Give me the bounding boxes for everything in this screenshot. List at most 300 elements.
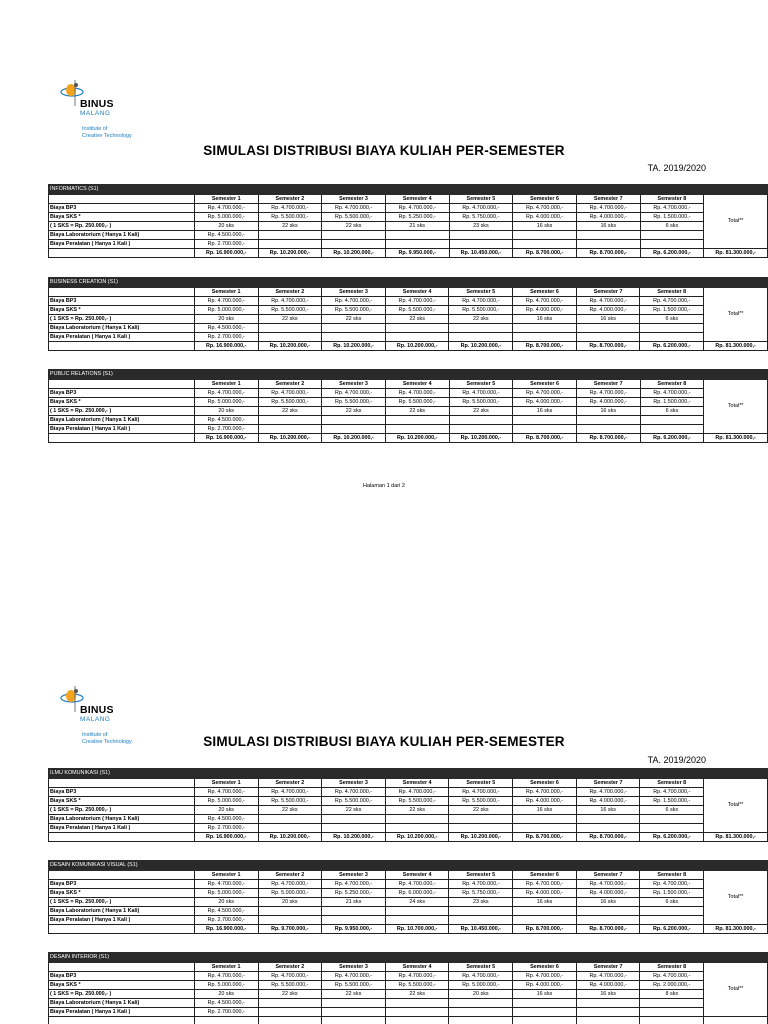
sks-value: Rp. 1.500.000,-: [640, 797, 704, 806]
bp3-value: Rp. 4.700.000,-: [513, 972, 577, 981]
semester-header: Semester 4: [385, 288, 449, 297]
program-name: PUBLIC RELATIONS (S1): [49, 370, 768, 380]
credit-count: 22 sks: [449, 315, 513, 324]
empty-cell: [449, 907, 513, 916]
bp3-value: Rp. 4.700.000,-: [258, 204, 322, 213]
empty-cell: [258, 324, 322, 333]
empty-cell: [385, 1008, 449, 1017]
bp3-value: Rp. 4.700.000,-: [449, 972, 513, 981]
credit-count: 16 sks: [513, 990, 577, 999]
bp3-value: Rp. 4.700.000,-: [640, 880, 704, 889]
credit-count: 16 sks: [576, 222, 640, 231]
credit-count: 22 sks: [449, 407, 513, 416]
page-title: SIMULASI DISTRIBUSI BIAYA KULIAH PER-SEMESTER: [203, 143, 565, 158]
row-label-sks: Biaya SKS *: [49, 213, 195, 222]
empty-cell: [258, 907, 322, 916]
sks-value: Rp. 5.500.000,-: [322, 398, 386, 407]
credit-count: 6 sks: [640, 315, 704, 324]
empty-cell: [322, 907, 386, 916]
semester-total: Rp. 10.700.000,-: [385, 925, 449, 934]
semester-total: Rp. 10.200.000,-: [449, 342, 513, 351]
semester-total: Rp. 10.200.000,-: [322, 342, 386, 351]
institute-line-1: Institute of: [82, 126, 108, 132]
empty-cell: [385, 324, 449, 333]
row-label-lab: Biaya Laboratorium ( Hanya 1 Kali): [49, 231, 195, 240]
blank-cell: [49, 195, 195, 204]
empty-cell: [258, 999, 322, 1008]
empty-cell: [258, 333, 322, 342]
row-label-equip: Biaya Peralatan ( Hanya 1 Kali ): [49, 240, 195, 249]
bp3-value: Rp. 4.700.000,-: [576, 204, 640, 213]
semester-total: Rp. 8.700.000,-: [576, 434, 640, 443]
empty-cell: [513, 916, 577, 925]
bp3-value: Rp. 4.700.000,-: [576, 297, 640, 306]
bp3-value: Rp. 4.700.000,-: [322, 972, 386, 981]
sks-value: Rp. 5.000.000,-: [258, 889, 322, 898]
bp3-value: Rp. 4.700.000,-: [576, 972, 640, 981]
empty-cell: [258, 824, 322, 833]
semester-total: Rp. 8.700.000,-: [576, 249, 640, 258]
program-name: DESAIN INTERIOR (S1): [49, 953, 768, 963]
bp3-value: Rp. 4.700.000,-: [258, 389, 322, 398]
blank-cell: [49, 288, 195, 297]
credit-count: 23 sks: [449, 222, 513, 231]
empty-cell: [322, 815, 386, 824]
row-label-equip: Biaya Peralatan ( Hanya 1 Kali ): [49, 824, 195, 833]
semester-total: Rp. 8.700.000,-: [513, 833, 577, 842]
credit-count: 20 sks: [194, 315, 258, 324]
lab-value: Rp. 4.500.000,-: [194, 324, 258, 333]
empty-cell: [640, 324, 704, 333]
empty-cell: [258, 416, 322, 425]
bp3-value: Rp. 4.700.000,-: [322, 880, 386, 889]
semester-header: Semester 7: [576, 963, 640, 972]
bp3-value: Rp. 4.700.000,-: [385, 389, 449, 398]
semester-header: Semester 1: [194, 779, 258, 788]
credit-count: 22 sks: [258, 222, 322, 231]
empty-cell: [640, 231, 704, 240]
semester-total: Rp. 8.700.000,-: [576, 925, 640, 934]
sks-value: Rp. 1.500.000,-: [640, 213, 704, 222]
credit-count: 22 sks: [322, 990, 386, 999]
row-label-lab: Biaya Laboratorium ( Hanya 1 Kali): [49, 324, 195, 333]
blank-cell: [49, 871, 195, 880]
equip-value: Rp. 2.700.000,-: [194, 425, 258, 434]
semester-header: Semester 8: [640, 380, 704, 389]
sks-value: Rp. 4.000.000,-: [576, 306, 640, 315]
bp3-value: Rp. 4.700.000,-: [385, 788, 449, 797]
semester-header: Semester 8: [640, 963, 704, 972]
sks-value: Rp. 4.000.000,-: [513, 797, 577, 806]
credit-count: 20 sks: [194, 407, 258, 416]
semester-total: Rp. 8.700.000,-: [576, 342, 640, 351]
semester-total: Rp. 16.900.000,-: [194, 249, 258, 258]
semester-header: Semester 5: [449, 380, 513, 389]
credit-count: 20 sks: [449, 990, 513, 999]
empty-cell: [385, 999, 449, 1008]
institute-line-2: Creative Technology: [82, 738, 132, 745]
empty-cell: [385, 815, 449, 824]
empty-cell: [576, 1008, 640, 1017]
total-header-cell: Total**: [704, 288, 768, 342]
credit-count: 22 sks: [322, 315, 386, 324]
semester-header: Semester 4: [385, 963, 449, 972]
equip-value: Rp. 2.700.000,-: [194, 916, 258, 925]
semester-header: Semester 7: [576, 380, 640, 389]
empty-cell: [385, 907, 449, 916]
row-label-sks: Biaya SKS *: [49, 981, 195, 990]
bp3-value: Rp. 4.700.000,-: [258, 972, 322, 981]
sks-value: Rp. 5.500.000,-: [258, 398, 322, 407]
row-label-sks-rate: ( 1 SKS = Rp. 250.000,- ): [49, 315, 195, 324]
empty-cell: [258, 815, 322, 824]
semester-header: Semester 5: [449, 195, 513, 204]
blank-cell: [49, 380, 195, 389]
total-header-cell: Total**: [704, 779, 768, 833]
credit-count: 16 sks: [576, 898, 640, 907]
sks-value: Rp. 5.500.000,-: [258, 306, 322, 315]
empty-cell: [576, 416, 640, 425]
bp3-value: Rp. 4.700.000,-: [322, 389, 386, 398]
row-label-lab: Biaya Laboratorium ( Hanya 1 Kali): [49, 907, 195, 916]
row-label-bp3: Biaya BP3: [49, 389, 195, 398]
blank-cell: [49, 434, 195, 443]
page-title: SIMULASI DISTRIBUSI BIAYA KULIAH PER-SEMESTER: [203, 734, 565, 749]
blank-cell: [49, 249, 195, 258]
credit-count: 22 sks: [385, 806, 449, 815]
grand-total: Rp. 81.300.000,-: [704, 925, 768, 934]
sks-value: Rp. 4.000.000,-: [513, 306, 577, 315]
bp3-value: Rp. 4.700.000,-: [449, 204, 513, 213]
semester-header: Semester 6: [513, 963, 577, 972]
row-label-bp3: Biaya BP3: [49, 297, 195, 306]
credit-count: 22 sks: [449, 806, 513, 815]
semester-total: Rp. 8.700.000,-: [513, 434, 577, 443]
semester-total: Rp. 6.200.000,-: [640, 434, 704, 443]
equip-value: Rp. 2.700.000,-: [194, 240, 258, 249]
empty-cell: [322, 333, 386, 342]
program-name: DESAIN KOMUNIKASI VISUAL (S1): [49, 861, 768, 871]
total-header-cell: Total**: [704, 963, 768, 1017]
bp3-value: Rp. 4.700.000,-: [194, 880, 258, 889]
semester-total: Rp. 16.900.000,-: [194, 833, 258, 842]
empty-cell: [576, 324, 640, 333]
empty-cell: [640, 240, 704, 249]
empty-cell: [449, 916, 513, 925]
semester-total: [513, 1017, 577, 1024]
empty-cell: [640, 1008, 704, 1017]
sks-value: Rp. 4.000.000,-: [513, 398, 577, 407]
institute-line-1: Institute of: [82, 732, 108, 738]
empty-cell: [258, 1008, 322, 1017]
equip-value: Rp. 2.700.000,-: [194, 333, 258, 342]
sks-value: Rp. 4.000.000,-: [576, 797, 640, 806]
sks-value: Rp. 6.000.000,-: [385, 889, 449, 898]
empty-cell: [640, 333, 704, 342]
semester-header: Semester 3: [322, 195, 386, 204]
sks-value: Rp. 5.250.000,-: [385, 213, 449, 222]
credit-count: 16 sks: [513, 407, 577, 416]
semester-header: Semester 1: [194, 288, 258, 297]
sks-value: Rp. 5.250.000,-: [322, 889, 386, 898]
sks-value: Rp. 5.500.000,-: [385, 981, 449, 990]
empty-cell: [322, 240, 386, 249]
bp3-value: Rp. 4.700.000,-: [385, 297, 449, 306]
empty-cell: [449, 240, 513, 249]
semester-header: Semester 7: [576, 195, 640, 204]
grand-total: Rp. 81.300.000,-: [704, 342, 768, 351]
logo-institute: [82, 126, 162, 139]
logo-brand-name: BINUS: [80, 704, 114, 716]
credit-count: 6 sks: [640, 898, 704, 907]
sks-value: Rp. 1.500.000,-: [640, 306, 704, 315]
sks-value: Rp. 5.500.000,-: [449, 398, 513, 407]
empty-cell: [449, 1008, 513, 1017]
bp3-value: Rp. 4.700.000,-: [258, 297, 322, 306]
credit-count: 20 sks: [194, 898, 258, 907]
bp3-value: Rp. 4.700.000,-: [640, 297, 704, 306]
semester-header: Semester 1: [194, 380, 258, 389]
empty-cell: [385, 240, 449, 249]
sks-value: Rp. 4.000.000,-: [576, 889, 640, 898]
semester-header: Semester 4: [385, 380, 449, 389]
empty-cell: [640, 907, 704, 916]
empty-cell: [385, 416, 449, 425]
empty-cell: [322, 999, 386, 1008]
sks-value: Rp. 4.000.000,-: [513, 889, 577, 898]
credit-count: 20 sks: [194, 990, 258, 999]
credit-count: 22 sks: [322, 222, 386, 231]
credit-count: 22 sks: [385, 315, 449, 324]
fee-table: [48, 184, 768, 258]
empty-cell: [513, 1008, 577, 1017]
bp3-value: Rp. 4.700.000,-: [449, 880, 513, 889]
total-header-cell: Total**: [704, 195, 768, 249]
credit-count: 22 sks: [322, 806, 386, 815]
grand-total: Rp. 81.300.000,-: [704, 249, 768, 258]
sks-value: Rp. 4.000.000,-: [576, 398, 640, 407]
credit-count: 16 sks: [513, 806, 577, 815]
sks-value: Rp. 5.500.000,-: [258, 797, 322, 806]
credit-count: 6 sks: [640, 222, 704, 231]
fee-table: [48, 768, 768, 842]
semester-total: Rp. 6.200.000,-: [640, 925, 704, 934]
semester-total: Rp. 10.450.000,-: [449, 249, 513, 258]
empty-cell: [385, 333, 449, 342]
bp3-value: Rp. 4.700.000,-: [258, 880, 322, 889]
sks-value: Rp. 5.500.000,-: [258, 213, 322, 222]
row-label-equip: Biaya Peralatan ( Hanya 1 Kali ): [49, 425, 195, 434]
empty-cell: [322, 231, 386, 240]
empty-cell: [640, 824, 704, 833]
semester-header: Semester 4: [385, 779, 449, 788]
lab-value: Rp. 4.500.000,-: [194, 815, 258, 824]
semester-header: Semester 2: [258, 963, 322, 972]
bp3-value: Rp. 4.700.000,-: [322, 204, 386, 213]
credit-count: 6 sks: [640, 407, 704, 416]
credit-count: 23 sks: [449, 898, 513, 907]
semester-total: Rp. 10.200.000,-: [385, 833, 449, 842]
bp3-value: Rp. 4.700.000,-: [194, 389, 258, 398]
empty-cell: [385, 231, 449, 240]
credit-count: 16 sks: [513, 315, 577, 324]
sks-value: Rp. 2.000.000,-: [640, 981, 704, 990]
bp3-value: Rp. 4.700.000,-: [640, 389, 704, 398]
empty-cell: [576, 907, 640, 916]
document-page-2: [0, 588, 768, 1024]
semester-header: Semester 5: [449, 963, 513, 972]
grand-total: Rp. 81.300.000,-: [704, 434, 768, 443]
empty-cell: [513, 999, 577, 1008]
credit-count: 22 sks: [322, 407, 386, 416]
bp3-value: Rp. 4.700.000,-: [194, 788, 258, 797]
semester-header: Semester 5: [449, 288, 513, 297]
semester-total: Rp. 9.950.000,-: [385, 249, 449, 258]
empty-cell: [576, 425, 640, 434]
bp3-value: Rp. 4.700.000,-: [194, 972, 258, 981]
semester-total: Rp. 8.700.000,-: [513, 342, 577, 351]
semester-header: Semester 5: [449, 871, 513, 880]
bp3-value: Rp. 4.700.000,-: [640, 204, 704, 213]
empty-cell: [513, 240, 577, 249]
semester-header: Semester 1: [194, 963, 258, 972]
row-label-sks: Biaya SKS *: [49, 797, 195, 806]
credit-count: 16 sks: [576, 315, 640, 324]
semester-total: Rp. 6.200.000,-: [640, 342, 704, 351]
empty-cell: [449, 999, 513, 1008]
empty-cell: [449, 231, 513, 240]
semester-total: Rp. 9.950.000,-: [322, 925, 386, 934]
logo-campus: MALANG: [80, 716, 111, 723]
semester-total: Rp. 10.200.000,-: [385, 434, 449, 443]
empty-cell: [576, 240, 640, 249]
logo-brand-name: BINUS: [80, 98, 114, 110]
empty-cell: [576, 916, 640, 925]
fee-table: [48, 860, 768, 934]
credit-count: 21 sks: [322, 898, 386, 907]
row-label-bp3: Biaya BP3: [49, 788, 195, 797]
semester-total: Rp. 10.200.000,-: [449, 434, 513, 443]
credit-count: 16 sks: [576, 806, 640, 815]
semester-header: Semester 6: [513, 288, 577, 297]
bp3-value: Rp. 4.700.000,-: [513, 297, 577, 306]
row-label-sks: Biaya SKS *: [49, 889, 195, 898]
bp3-value: Rp. 4.700.000,-: [194, 297, 258, 306]
sks-value: Rp. 5.000.000,-: [194, 213, 258, 222]
row-label-sks-rate: ( 1 SKS = Rp. 250.000,- ): [49, 898, 195, 907]
empty-cell: [576, 824, 640, 833]
credit-count: 8 sks: [640, 990, 704, 999]
semester-total: Rp. 10.200.000,-: [322, 249, 386, 258]
bp3-value: Rp. 4.700.000,-: [258, 788, 322, 797]
semester-header: Semester 8: [640, 779, 704, 788]
empty-cell: [576, 333, 640, 342]
sks-value: Rp. 5.000.000,-: [194, 797, 258, 806]
blank-cell: [49, 1017, 195, 1024]
bp3-value: Rp. 4.700.000,-: [385, 204, 449, 213]
semester-header: Semester 2: [258, 380, 322, 389]
semester-total: Rp. 10.450.000,-: [449, 925, 513, 934]
empty-cell: [576, 815, 640, 824]
semester-header: Semester 3: [322, 963, 386, 972]
blank-cell: [49, 342, 195, 351]
sks-value: Rp. 4.000.000,-: [513, 213, 577, 222]
empty-cell: [513, 907, 577, 916]
semester-header: Semester 3: [322, 380, 386, 389]
semester-total: Rp. 10.200.000,-: [322, 833, 386, 842]
semester-total: Rp. 16.900.000,-: [194, 434, 258, 443]
empty-cell: [385, 425, 449, 434]
institute-line-2: Creative Technology: [82, 132, 132, 139]
empty-cell: [322, 416, 386, 425]
semester-header: Semester 7: [576, 871, 640, 880]
sks-value: Rp. 4.000.000,-: [576, 213, 640, 222]
sks-value: Rp. 5.500.000,-: [385, 306, 449, 315]
empty-cell: [576, 999, 640, 1008]
semester-header: Semester 4: [385, 195, 449, 204]
credit-count: 22 sks: [385, 990, 449, 999]
sks-value: Rp. 5.500.000,-: [258, 981, 322, 990]
credit-count: 16 sks: [576, 990, 640, 999]
row-label-sks: Biaya SKS *: [49, 398, 195, 407]
bp3-value: Rp. 4.700.000,-: [576, 389, 640, 398]
semester-header: Semester 7: [576, 288, 640, 297]
bp3-value: Rp. 4.700.000,-: [640, 788, 704, 797]
blank-cell: [49, 925, 195, 934]
bp3-value: Rp. 4.700.000,-: [322, 788, 386, 797]
empty-cell: [322, 824, 386, 833]
empty-cell: [322, 916, 386, 925]
semester-header: Semester 4: [385, 871, 449, 880]
empty-cell: [385, 824, 449, 833]
semester-header: Semester 6: [513, 779, 577, 788]
row-label-sks: Biaya SKS *: [49, 306, 195, 315]
sks-value: Rp. 5.000.000,-: [194, 981, 258, 990]
sks-value: Rp. 1.500.000,-: [640, 889, 704, 898]
academic-year: TA. 2019/2020: [647, 163, 706, 173]
semester-header: Semester 1: [194, 195, 258, 204]
bp3-value: Rp. 4.700.000,-: [449, 788, 513, 797]
semester-total: Rp. 10.200.000,-: [258, 833, 322, 842]
sks-value: Rp. 5.750.000,-: [449, 889, 513, 898]
credit-count: 20 sks: [258, 898, 322, 907]
row-label-sks-rate: ( 1 SKS = Rp. 250.000,- ): [49, 222, 195, 231]
sks-value: Rp. 5.000.000,-: [194, 398, 258, 407]
sks-value: Rp. 5.500.000,-: [322, 306, 386, 315]
empty-cell: [640, 999, 704, 1008]
row-label-bp3: Biaya BP3: [49, 204, 195, 213]
semester-header: Semester 8: [640, 871, 704, 880]
equip-value: Rp. 2.700.000,-: [194, 824, 258, 833]
bp3-value: Rp. 4.700.000,-: [385, 880, 449, 889]
empty-cell: [640, 416, 704, 425]
sks-value: Rp. 5.000.000,-: [449, 981, 513, 990]
semester-header: Semester 6: [513, 871, 577, 880]
empty-cell: [258, 916, 322, 925]
binus-logo: [58, 76, 158, 142]
semester-header: Semester 3: [322, 288, 386, 297]
semester-total: Rp. 10.200.000,-: [258, 434, 322, 443]
semester-total: Rp. 16.900.000,-: [194, 925, 258, 934]
total-header-cell: Total**: [704, 871, 768, 925]
empty-cell: [513, 416, 577, 425]
credit-count: 22 sks: [385, 407, 449, 416]
bp3-value: Rp. 4.700.000,-: [449, 297, 513, 306]
lab-value: Rp. 4.500.000,-: [194, 416, 258, 425]
sks-value: Rp. 5.500.000,-: [322, 981, 386, 990]
credit-count: 24 sks: [385, 898, 449, 907]
semester-header: Semester 3: [322, 871, 386, 880]
